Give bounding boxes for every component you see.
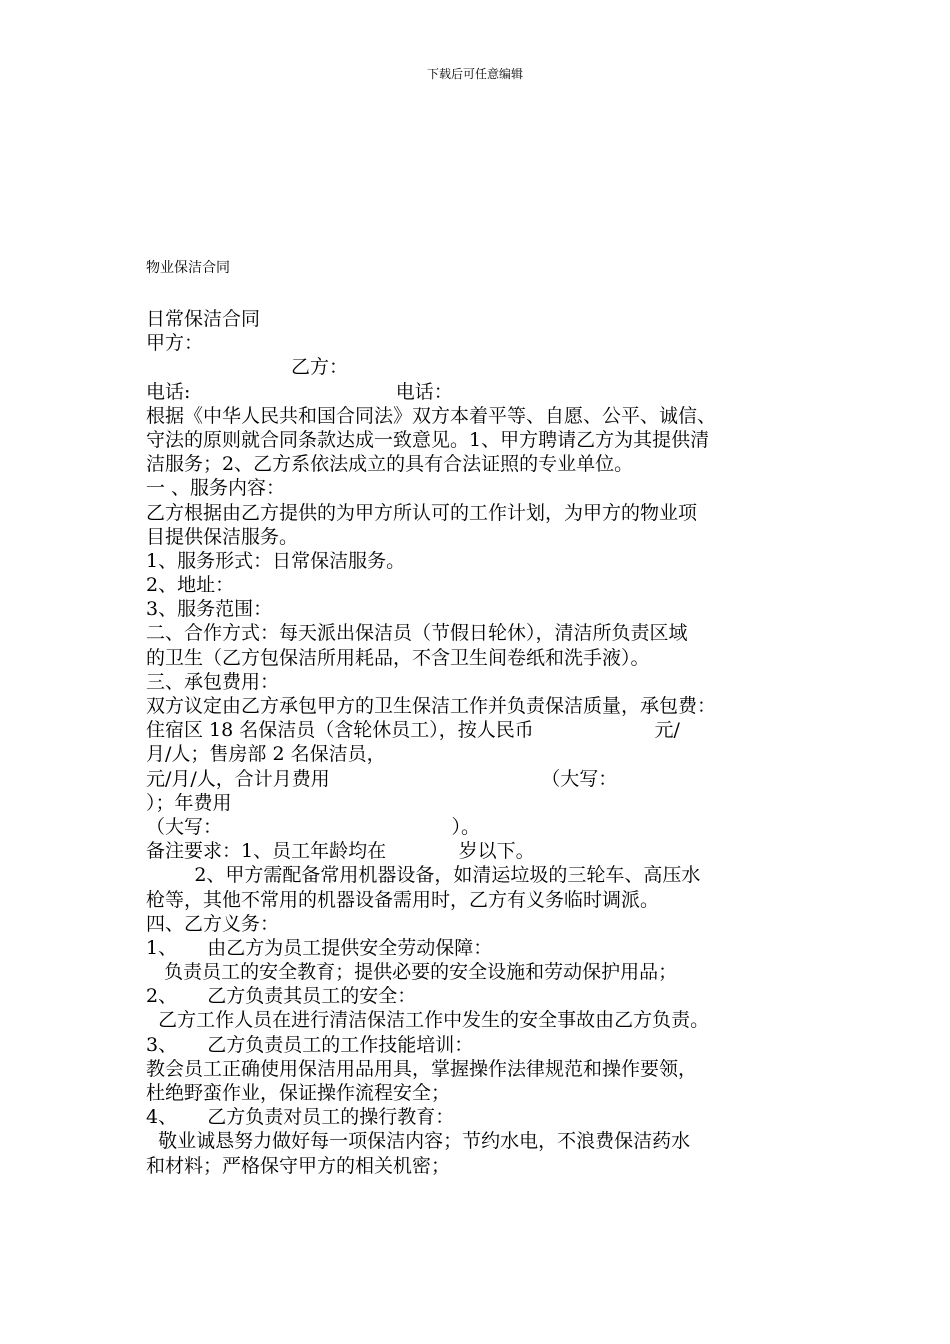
text-line: 元/月/人，合计月费用 （大写：: [146, 767, 618, 790]
text-line: 双方议定由乙方承包甲方的卫生保洁工作并负责保洁质量，承包费：: [146, 695, 717, 717]
text-line: 乙方根据由乙方提供的为甲方所认可的工作计划，为甲方的物业项: [146, 501, 698, 524]
text-line: 4、 乙方负责对员工的操行教育：: [146, 1106, 455, 1129]
text-line: 洁服务；2、乙方系依法成立的具有合法证照的专业单位。: [146, 453, 634, 476]
text-line: 2、甲方需配备常用机器设备，如清运垃圾的三轮车、高压水: [146, 864, 701, 887]
text-line: 甲方：: [146, 332, 204, 355]
text-line: 日常保洁合同: [146, 308, 261, 330]
text-line: 守法的原则就合同条款达成一致意见。1、甲方聘请乙方为其提供清: [146, 428, 710, 451]
text-line: 四、乙方义务：: [146, 912, 280, 935]
text-line: （大写： ）。: [146, 815, 481, 838]
text-line: 备注要求：1、员工年龄均在 岁以下。: [146, 840, 535, 863]
text-line: 负责员工的安全教育；提供必要的安全设施和劳动保护用品；: [146, 961, 678, 984]
text-line: 敬业诚恳努力做好每一项保洁内容；节约水电，不浪费保洁药水: [146, 1130, 691, 1153]
text-line: 电话: 电话：: [146, 380, 453, 403]
text-line: 2、地址：: [146, 574, 235, 597]
text-line: 乙方工作人员在进行清洁保洁工作中发生的安全事故由乙方负责。: [146, 1009, 710, 1032]
text-line: 的卫生（乙方包保洁所用耗品，不含卫生间卷纸和洗手液）。: [146, 646, 650, 669]
text-line: 1、 由乙方为员工提供安全劳动保障：: [146, 936, 493, 959]
text-line: 根据《中华人民共和国合同法》双方本着平等、自愿、公平、诚信、: [146, 404, 717, 427]
text-line: 三、承包费用：: [146, 670, 280, 693]
text-line: 3、 乙方负责员工的工作技能培训：: [146, 1033, 474, 1056]
text-line: 1、服务形式：日常保洁服务。: [146, 549, 406, 572]
contract-body: [146, 307, 826, 1178]
text-line: 一 、服务内容：: [146, 477, 286, 500]
page-header: 下载后可任意编辑: [426, 67, 523, 81]
text-line: 目提供保洁服务。: [146, 525, 299, 548]
text-line: 教会员工正确使用保洁用品用具，掌握操作法律规范和操作要领，: [146, 1057, 698, 1080]
text-line: 住宿区 18 名保洁员（含轮休员工），按人民币 元/: [146, 719, 680, 742]
text-line: 3、服务范围：: [146, 598, 273, 621]
text-line: 二、合作方式：每天派出保洁员（节假日轮休），清洁所负责区域: [146, 622, 688, 645]
text-line: 枪等，其他不常用的机器设备需用时，乙方有义务临时调派。: [146, 888, 660, 911]
text-line: 2、 乙方负责其员工的安全：: [146, 985, 417, 1008]
text-line: 月/人；售房部 2 名保洁员，: [146, 743, 386, 766]
text-line: 杜绝野蛮作业，保证操作流程安全；: [146, 1082, 451, 1104]
document-label: 物业保洁合同: [146, 260, 230, 276]
text-line: 乙方：: [146, 356, 348, 379]
text-line: ）；年费用: [146, 791, 232, 814]
text-line: 和材料；严格保守甲方的相关机密；: [146, 1154, 451, 1177]
